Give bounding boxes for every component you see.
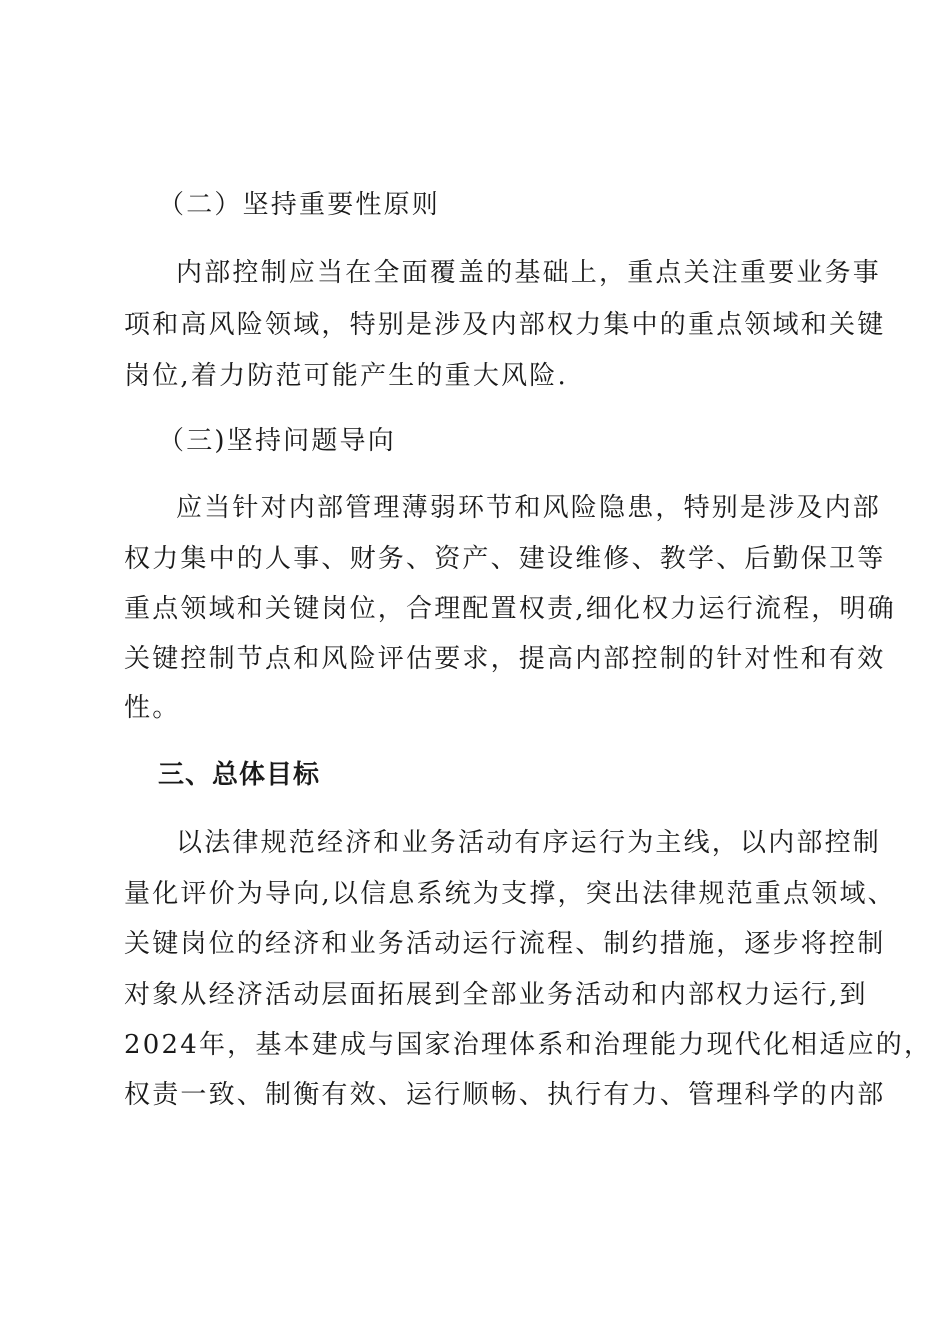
paragraph-line: 以法律规范经济和业务活动有序运行为主线，以内部控制 xyxy=(176,828,882,858)
paragraph-line: 2024年，基本建成与国家治理体系和治理能力现代化相适应的， xyxy=(124,1030,933,1060)
paragraph-line: 岗位,着力防范可能产生的重大风险. xyxy=(124,361,568,391)
paragraph-line: 权力集中的人事、财务、资产、建设维修、教学、后勤保卫等 xyxy=(124,544,886,574)
paragraph-line: 性。 xyxy=(124,693,181,723)
section-heading-problem-oriented: （三)坚持问题导向 xyxy=(158,426,396,456)
paragraph-line: 重点领域和关键岗位，合理配置权责,细化权力运行流程，明确 xyxy=(124,594,896,624)
paragraph-line: 对象从经济活动层面拓展到全部业务活动和内部权力运行,到 xyxy=(124,980,868,1010)
section-heading-overall-goals: 三、总体目标 xyxy=(158,760,321,790)
paragraph-line: 量化评价为导向,以信息系统为支撑，突出法律规范重点领域、 xyxy=(124,879,896,909)
paragraph-line: 权责一致、制衡有效、运行顺畅、执行有力、管理科学的内部 xyxy=(124,1080,886,1110)
paragraph-line: 项和高风险领域，特别是涉及内部权力集中的重点领域和关键 xyxy=(124,310,886,340)
paragraph-line: 关键控制节点和风险评估要求，提高内部控制的针对性和有效 xyxy=(124,644,886,674)
paragraph-line: 内部控制应当在全面覆盖的基础上，重点关注重要业务事 xyxy=(176,258,882,288)
paragraph-line: 关键岗位的经济和业务活动运行流程、制约措施，逐步将控制 xyxy=(124,929,886,959)
section-heading-importance: （二）坚持重要性原则 xyxy=(158,190,441,220)
paragraph-line: 应当针对内部管理薄弱环节和风险隐患，特别是涉及内部 xyxy=(176,493,882,523)
